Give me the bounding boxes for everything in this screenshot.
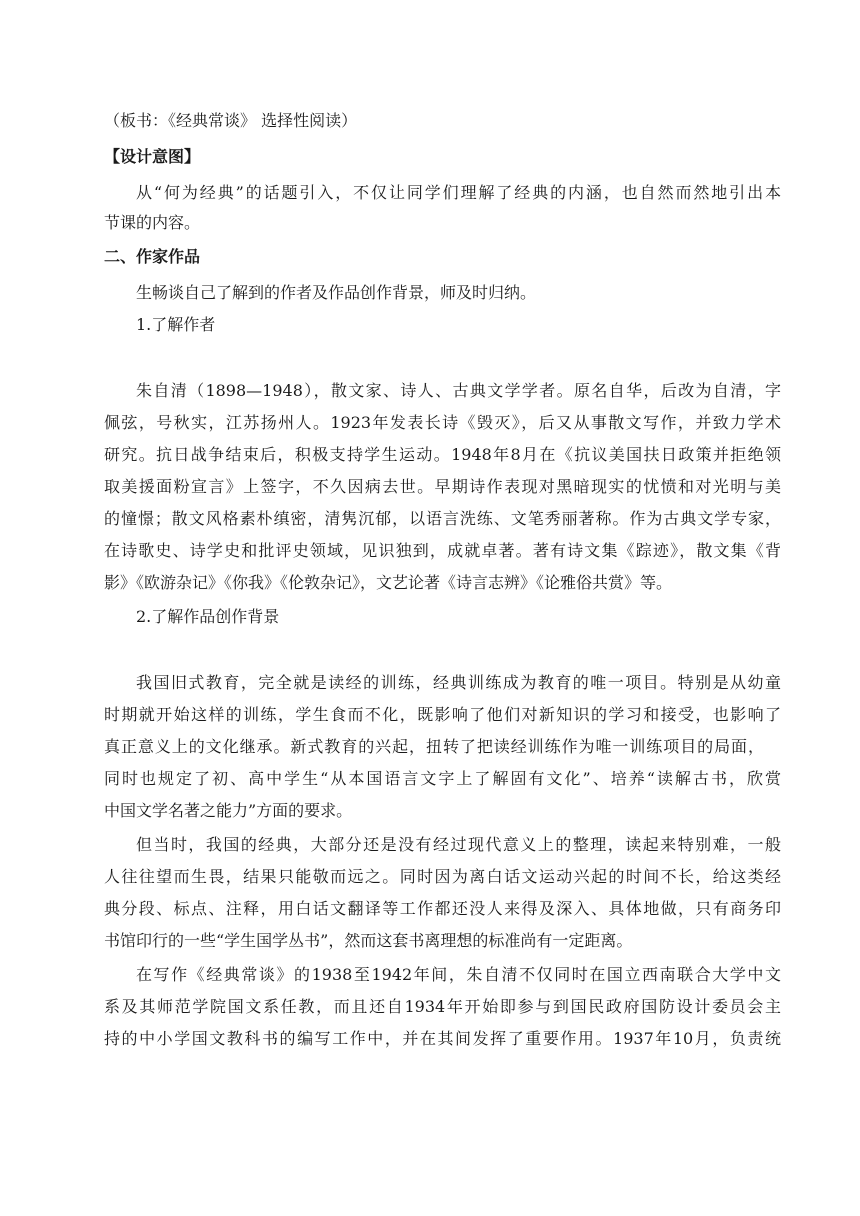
paragraph-line: 人往往望而生畏，结果只能敬而远之。同时因为离白话文运动兴起的时间不长，给这类经: [104, 867, 781, 886]
section-heading-author-works: 二、作家作品: [104, 247, 201, 266]
paragraph-line: 影》《欧游杂记》《你我》《伦敦杂记》，文艺论著《诗言志辨》《论雅俗共赏》等。: [104, 573, 673, 592]
section-heading-design-intent: 【设计意图】: [104, 147, 201, 166]
paragraph-line: 时期就开始这样的训练，学生食而不化，既影响了他们对新知识的学习和接受，也影响了: [104, 705, 781, 724]
paragraph-line: 节课的内容。: [104, 213, 201, 232]
paragraph-line: 研究。抗日战争结束后，积极支持学生运动。1948年8月在《抗议美国扶日政策并拒绝领: [104, 445, 781, 464]
paragraph-line: 我国旧式教育，完全就是读经的训练，经典训练成为教育的唯一项目。特别是从幼童: [136, 673, 781, 692]
paragraph-line: 取美援面粉宣言》上签字，不久因病去世。早期诗作表现对黑暗现实的忧愤和对光明与美: [104, 477, 781, 496]
paragraph-line: 生畅谈自己了解到的作者及作品创作背景，师及时归纳。: [136, 283, 537, 302]
board-note: （板书：《经典常谈》 选择性阅读）: [104, 111, 358, 130]
paragraph-line: 佩弦，号秋实，江苏扬州人。1923年发表长诗《毁灭》，后又从事散文写作，并致力学术: [104, 413, 781, 432]
paragraph-line: 持的中小学国文教科书的编写工作中，并在其间发挥了重要作用。1937年10月，负责统: [104, 1029, 781, 1048]
paragraph-line: 在诗歌史、诗学史和批评史领域，见识独到，成就卓著。著有诗文集《踪迹》，散文集《背: [104, 541, 781, 560]
paragraph-line: 真正意义上的文化继承。新式教育的兴起，扭转了把读经训练作为唯一训练项目的局面，: [104, 737, 764, 756]
paragraph-line: 中国文学名著之能力”方面的要求。: [104, 801, 353, 820]
paragraph-line: 系及其师范学院国文系任教，而且还自1934年开始即参与到国民政府国防设计委员会主: [104, 997, 781, 1016]
paragraph-line: 但当时，我国的经典，大部分还是没有经过现代意义上的整理，读起来特别难，一般: [136, 835, 781, 854]
paragraph-line: 从“何为经典”的话题引入，不仅让同学们理解了经典的内涵，也自然而然地引出本: [136, 183, 781, 202]
paragraph-line: 在写作《经典常谈》的1938至1942年间，朱自清不仅同时在国立西南联合大学中文: [136, 965, 781, 984]
subheading-about-author: 1.了解作者: [136, 315, 216, 334]
paragraph-line: 朱自清（1898—1948），散文家、诗人、古典文学学者。原名自华，后改为自清，字: [136, 381, 781, 400]
paragraph-line: 的憧憬；散文风格素朴缜密，清隽沉郁，以语言洗练、文笔秀丽著称。作为古典文学专家，: [104, 509, 781, 528]
paragraph-line: 书馆印行的一些“学生国学丛书”，然而这套书离理想的标准尚有一定距离。: [104, 931, 633, 950]
paragraph-line: 典分段、标点、注释，用白话文翻译等工作都还没人来得及深入、具体地做，只有商务印: [104, 899, 781, 918]
subheading-work-background: 2.了解作品创作背景: [136, 607, 280, 626]
paragraph-line: 同时也规定了初、高中学生“从本国语言文字上了解固有文化”、培养“读解古书，欣赏: [104, 769, 781, 788]
